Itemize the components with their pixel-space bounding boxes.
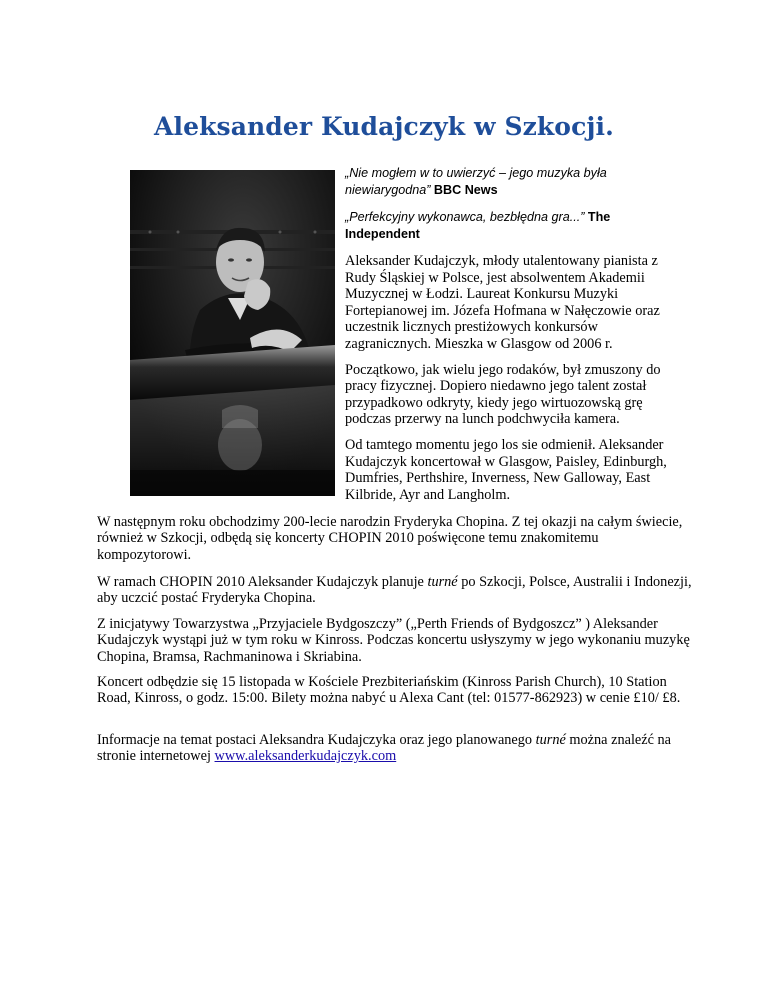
text-fragment: można znaleźć na stronie internetowej bbox=[97, 732, 672, 765]
paragraph-tickets: Koncert odbędzie się 15 listopada w Kościele Prezbiteriańskim (Kinross Parish Church), 10 Station Road, Kinross, o godz. 15:00. Bilety można nabyć u Alexa Cant (tel: 01577-862923) w cenie £10/ £8. bbox=[97, 674, 681, 707]
text-fragment: Informacje na temat postaci Aleksandra Kudajczyka oraz jego planowanego bbox=[97, 732, 536, 748]
text-fragment: po Szkocji, Polsce, Australii i Indonezji, aby uczcić postać Fryderyka Chopina. bbox=[97, 574, 692, 607]
text-emphasis: turné bbox=[535, 732, 566, 748]
quote-text: „Perfekcyjny wykonawca, bezbłędna gra...” bbox=[345, 210, 585, 224]
text-emphasis: turné bbox=[427, 574, 458, 590]
paragraph-website bbox=[97, 732, 692, 765]
paragraph-kinross-block bbox=[97, 616, 692, 665]
text-fragment: W ramach CHOPIN 2010 Aleksander Kudajczyk planuje bbox=[97, 574, 428, 590]
paragraph-tour bbox=[97, 574, 692, 607]
paragraph-website-block bbox=[97, 732, 692, 765]
page-title: Aleksander Kudajczyk w Szkocji. bbox=[154, 112, 614, 141]
paragraph-kinross: Z inicjatywy Towarzystwa „Przyjaciele Bydgoszczy” („Perth Friends of Bydgoszcz” ) Aleksander Kudajczyk wystąpi już w tym roku w Kinross. Podczas koncertu usłyszymy w jego wykonaniu muzykę Chopina, Bramsa, Rachmaninowa i Skriabina. bbox=[97, 616, 690, 665]
paragraph-tickets-block bbox=[97, 674, 692, 707]
right-column bbox=[345, 165, 675, 512]
paragraph-concerts: Od tamtego momentu jego los sie odmienił. Aleksander Kudajczyk koncertował w Glasgow, Paisley, Edinburgh, Dumfries, Perthshire, Inverness, New Galloway, East Kilbride, Ayr and Langholm. bbox=[345, 436, 667, 503]
quote-source: BBC News bbox=[433, 183, 498, 197]
paragraph-discovery: Początkowo, jak wielu jego rodaków, był zmuszony do pracy fizycznej. Dopiero niedawno jego talent został przypadkowo odkryty, kiedy jego wirtuozowską grę podczas przerwy na lunch podchwyciła kamera. bbox=[345, 361, 661, 428]
paragraph-anniversary: W następnym roku obchodzimy 200-lecie narodzin Fryderyka Chopina. Z tej okazji na całym świecie, również w Szkocji, odbędą się koncerty CHOPIN 2010 poświęcone temu znakomitemu kompozytorowi. bbox=[97, 514, 683, 563]
paragraph-bio: Aleksander Kudajczyk, młody utalentowany pianista z Rudy Śląskiej w Polsce, jest absolwentem Akademii Muzycznej w Łodzi. Laureat Konkursu Muzyki Fortepianowej im. Józefa Hofmana w Nałęczowie oraz uczestnik licznych prestiżowych konkursów zagranicznych. Mieszka w Glasgow od 2006 r. bbox=[345, 253, 660, 352]
website-link[interactable]: www.aleksanderkudajczyk.com bbox=[214, 748, 397, 765]
quote-bbc bbox=[345, 165, 675, 199]
pianist-photo bbox=[130, 170, 335, 496]
paragraph-anniversary-block bbox=[97, 514, 692, 563]
paragraph-tour-block bbox=[97, 574, 692, 607]
quote-independent bbox=[345, 209, 675, 243]
quote-text: „Nie mogłem w to uwierzyć – jego muzyka była niewiarygodna” bbox=[345, 166, 607, 197]
quote-source: The Independent bbox=[345, 210, 611, 241]
